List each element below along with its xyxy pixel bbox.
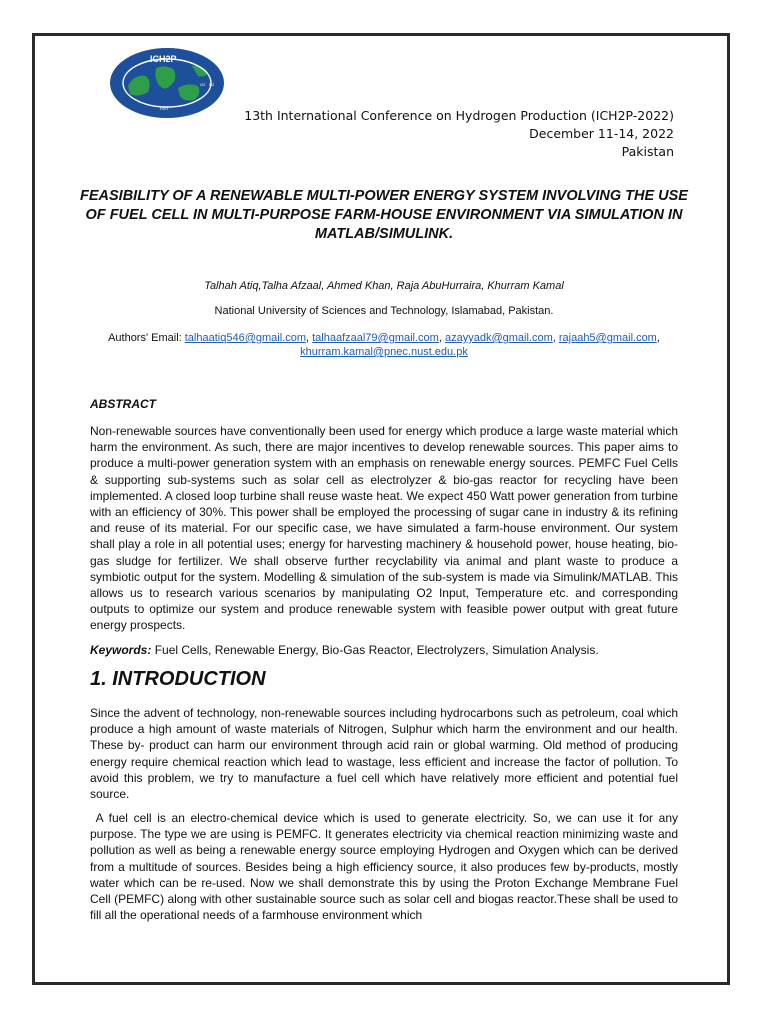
email-separator: , <box>552 332 559 344</box>
introduction-paragraph-1: Since the advent of technology, non-renewable sources including hydrocarbons such as petroleum, coal which produce a high amount of waste materials of Nitrogen, Sulphur which harm the environment and our health. These by- product can harm our environment through acid rain or global warming. Old method of producing energy require chemical reaction which lead to wastage, less efficient and increase the factor of pollution. To avoid this problem, we try to manufacture a fuel cell which have relatively more efficient and potential fuel source. <box>90 706 678 802</box>
email-label: Authors' Email: <box>108 332 185 344</box>
author-list: Talhah Atiq,Talha Afzaal, Ahmed Khan, Raja AbuHurraira, Khurram Kamal <box>204 280 564 292</box>
keywords <box>90 642 678 658</box>
conference-name: 13th International Conference on Hydrogen Production (ICH2P-2022) <box>244 108 674 123</box>
svg-text:H2: H2 <box>209 82 215 87</box>
svg-text:O2: O2 <box>200 82 206 87</box>
introduction-paragraph-2-text: A fuel cell is an electro-chemical device which is used to generate electricity. So, we can use it for any purpose. The type we are using is PEMFC. It generates electricity via chemical reaction minimizing waste and pollution as well as being a renewable energy source employing Hydrogen and Oxygen which can be derived from a multitude of sources. Besides being a high efficiency source, it also produces few by-products, mostly water which can be re-used. Now we shall demonstrate this by using the Proton Exchange Membrane Fuel Cell (PEMFC) along with other sustainable source such as solar cell and biogas reactor.These shall be used to fill all the operational needs of a farmhouse environment which <box>90 811 678 923</box>
affiliation: National University of Sciences and Technology, Islamabad, Pakistan. <box>214 305 554 317</box>
abstract-body: Non-renewable sources have conventionally been used for energy which produce a large waste material which harm the environment. As such, there are major incentives to develop renewable sources. This paper aims to produce a multi-power generation system with an emphasis on renewable energy sources. PEMFC Fuel Cells & supporting sub-systems such as solar cell as electrolyzer & bio-gas reactor for recycling have been implemented. A closed loop turbine shall reuse waste heat. We expect 450 Watt power generation from turbine with an efficiency of 30%. This power shall be employed the processing of sugar cane in industry & its refining and reuse of its material. For our specific case, we have simulated a farm-house environment. Our system shall play a role in all potential uses; energy for harvesting machinery & household power, house heating, bio-gas sludge for fertilizer. We shall observe further recyclability via animal and plant waste to produce a symbiotic output for the system. Modelling & simulation of the sub-system is made via Simulink/MATLAB. This allows us to research various scenarios by manipulating O2 Input, Temperature etc. and corresponding outputs to optimize our system and produce renewable system with feasible power output with great future energy prospects. <box>90 424 678 633</box>
conference-info <box>244 107 674 161</box>
svg-text:H2O: H2O <box>160 106 169 111</box>
introduction-heading: 1. INTRODUCTION <box>90 668 266 690</box>
keywords-label: Keywords: <box>90 643 152 657</box>
abstract-heading: ABSTRACT <box>90 397 156 411</box>
conference-location: Pakistan <box>621 144 674 159</box>
conference-dates: December 11-14, 2022 <box>529 126 674 141</box>
paper-title: FEASIBILITY OF A RENEWABLE MULTI-POWER ENERGY SYSTEM INVOLVING THE USE OF FUEL CELL IN MULTI-PURPOSE FARM-HOUSE ENVIRONMENT VIA SIMULATION IN MATLAB/SIMULINK. <box>80 188 688 242</box>
globe-logo-icon <box>108 46 226 120</box>
svg-text:ICH2P: ICH2P <box>150 54 177 64</box>
email-link[interactable]: talhaafzaal79@gmail.com <box>312 332 439 344</box>
email-link[interactable]: rajaah5@gmail.com <box>558 332 657 344</box>
email-separator: , <box>656 332 660 344</box>
keywords-list: Fuel Cells, Renewable Energy, Bio-Gas Reactor, Electrolyzers, Simulation Analysis. <box>151 643 599 657</box>
email-separator: , <box>305 332 313 344</box>
conference-logo <box>108 46 226 120</box>
email-link[interactable]: talhaatiq546@gmail.com <box>184 332 306 344</box>
author-emails <box>88 331 680 359</box>
introduction-paragraph-2 <box>90 810 678 923</box>
email-link[interactable]: khurram.kamal@pnec.nust.edu.pk <box>300 346 468 358</box>
email-separator: , <box>438 332 445 344</box>
email-link[interactable]: azayyadk@gmail.com <box>444 332 553 344</box>
